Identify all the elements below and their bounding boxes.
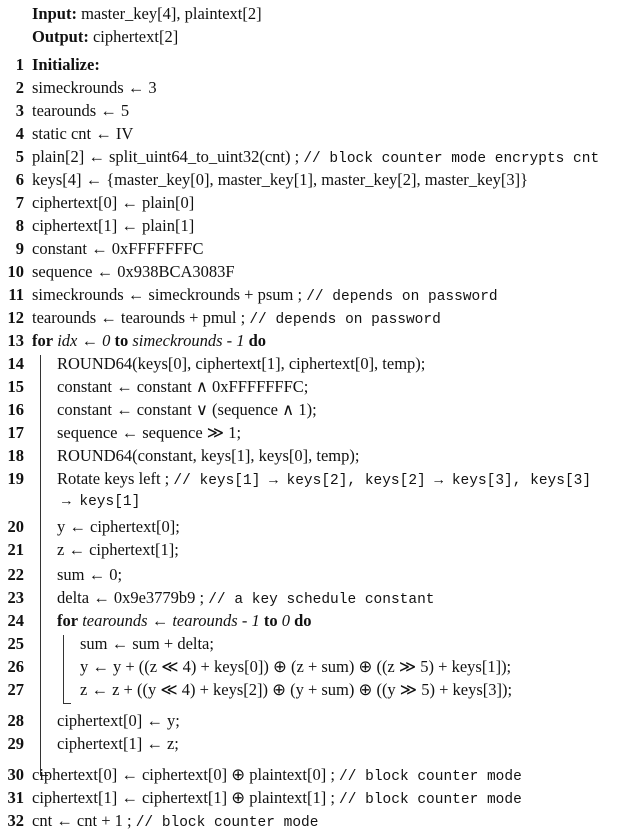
input-label: Input: [32, 4, 77, 23]
line-number: 21 [7, 540, 24, 559]
for-loop-header [32, 330, 266, 352]
keyword-to: to [114, 331, 129, 350]
line-code: ROUND64(keys[0], ciphertext[1], ciphertext[0], temp); [57, 354, 426, 373]
line-code: constant ← 0xFFFFFFFC [32, 239, 204, 258]
loop-var: idx ← 0 [57, 331, 111, 350]
output-label: Output: [32, 27, 89, 46]
line-number: 32 [7, 811, 24, 830]
line-number: 15 [7, 377, 24, 396]
line-number: 13 [7, 331, 24, 350]
output-spec [32, 27, 178, 47]
loop-bound: simeckrounds - 1 [132, 331, 245, 350]
line-code: y ← ciphertext[0]; [57, 517, 180, 536]
line-number: 22 [7, 565, 24, 584]
line-number: 16 [7, 400, 24, 419]
line-code: ciphertext[1] ← ciphertext[1] ⊕ plaintext[1] ; [32, 788, 335, 807]
line-code: plain[2] ← split_uint64_to_uint32(cnt) ; [32, 147, 300, 166]
line-number: 19 [7, 469, 24, 488]
line-number: 31 [7, 788, 24, 807]
line-number: 11 [8, 285, 24, 304]
line-code: Initialize: [32, 55, 100, 74]
line-comment: // block counter mode [135, 815, 319, 831]
line-number: 7 [15, 193, 24, 212]
line-code: delta ← 0x9e3779b9 ; [57, 588, 205, 607]
line-number: 5 [15, 147, 24, 166]
line-code: simeckrounds ← 3 [32, 78, 157, 97]
line-code: ciphertext[0] ← y; [57, 711, 180, 730]
line-code: ciphertext[1] ← z; [57, 734, 179, 753]
line-code: y ← y + ((z ≪ 4) + keys[0]) ⊕ (z + sum) ⊕ ((z ≫ 5) + keys[1]); [80, 657, 512, 676]
loop-var: tearounds ← tearounds - 1 [82, 611, 260, 630]
line-code: ciphertext[0] ← ciphertext[0] ⊕ plaintext[0] ; [32, 765, 335, 784]
line-comment: // keys[1] → keys[2], keys[2] → keys[3], keys[3] [173, 473, 592, 489]
line-code: ciphertext[1] ← plain[1] [32, 216, 195, 235]
line-number: 3 [15, 101, 24, 120]
line-number: 27 [7, 680, 24, 699]
line-comment: // depends on password [306, 289, 498, 305]
line-number: 4 [15, 124, 24, 143]
line-code: constant ← constant ∧ 0xFFFFFFFC; [57, 377, 309, 396]
inner-loop-bar [63, 635, 64, 703]
line-number: 26 [7, 657, 24, 676]
line-code: sum ← sum + delta; [80, 634, 214, 653]
loop-bound: 0 [281, 611, 290, 630]
line-number: 10 [7, 262, 24, 281]
line-number: 24 [7, 611, 24, 630]
input-value: master_key[4], plaintext[2] [81, 4, 262, 23]
line-number: 12 [7, 308, 24, 327]
line-comment: // a key schedule constant [208, 592, 435, 608]
line-number: 2 [15, 78, 24, 97]
line-number: 29 [7, 734, 24, 753]
line-number: 6 [15, 170, 24, 189]
line-code: z ← z + ((y ≪ 4) + keys[2]) ⊕ (y + sum) ⊕ ((y ≫ 5) + keys[3]); [80, 680, 513, 699]
line-code: sum ← 0; [57, 565, 123, 584]
keyword-for: for [32, 331, 54, 350]
line-number: 1 [15, 55, 24, 74]
line-code: simeckrounds ← simeckrounds + psum ; [32, 285, 303, 304]
line-code: ROUND64(constant, keys[1], keys[0], temp); [57, 446, 360, 465]
line-code: z ← ciphertext[1]; [57, 540, 179, 559]
line-code: tearounds ← tearounds + pmul ; [32, 308, 246, 327]
line-number: 25 [7, 634, 24, 653]
keyword-for: for [57, 611, 79, 630]
line-code: static cnt ← IV [32, 124, 134, 143]
outer-loop-bar [40, 355, 41, 775]
line-comment: // block counter mode encrypts cnt [303, 151, 600, 167]
line-code: sequence ← sequence ≫ 1; [57, 423, 242, 442]
line-number: 30 [7, 765, 24, 784]
line-number: 14 [7, 354, 24, 373]
line-number: 9 [15, 239, 24, 258]
line-number: 20 [7, 517, 24, 536]
line-code: tearounds ← 5 [32, 101, 130, 120]
line-number: 23 [7, 588, 24, 607]
keyword-do: do [294, 611, 312, 630]
inner-loop-bar-end [63, 703, 71, 704]
for-loop-header [57, 610, 312, 632]
keyword-to: to [263, 611, 278, 630]
line-code: constant ← constant ∨ (sequence ∧ 1); [57, 400, 317, 419]
line-comment: // block counter mode [339, 792, 522, 808]
keyword-do: do [248, 331, 267, 350]
line-code: cnt ← cnt + 1 ; [32, 811, 132, 830]
line-code: Rotate keys left ; [57, 469, 170, 488]
line-comment: → keys[1] [62, 494, 141, 510]
line-code: sequence ← 0x938BCA3083F [32, 262, 235, 281]
line-code: ciphertext[0] ← plain[0] [32, 193, 195, 212]
line-comment: // block counter mode [339, 769, 522, 785]
line-number: 8 [15, 216, 24, 235]
line-number: 28 [7, 711, 24, 730]
line-comment: // depends on password [249, 312, 441, 328]
input-spec [32, 4, 262, 24]
output-value: ciphertext[2] [92, 27, 179, 46]
line-code: keys[4] ← {master_key[0], master_key[1], master_key[2], master_key[3]} [32, 170, 528, 189]
line-number: 17 [7, 423, 24, 442]
line-number: 18 [7, 446, 24, 465]
